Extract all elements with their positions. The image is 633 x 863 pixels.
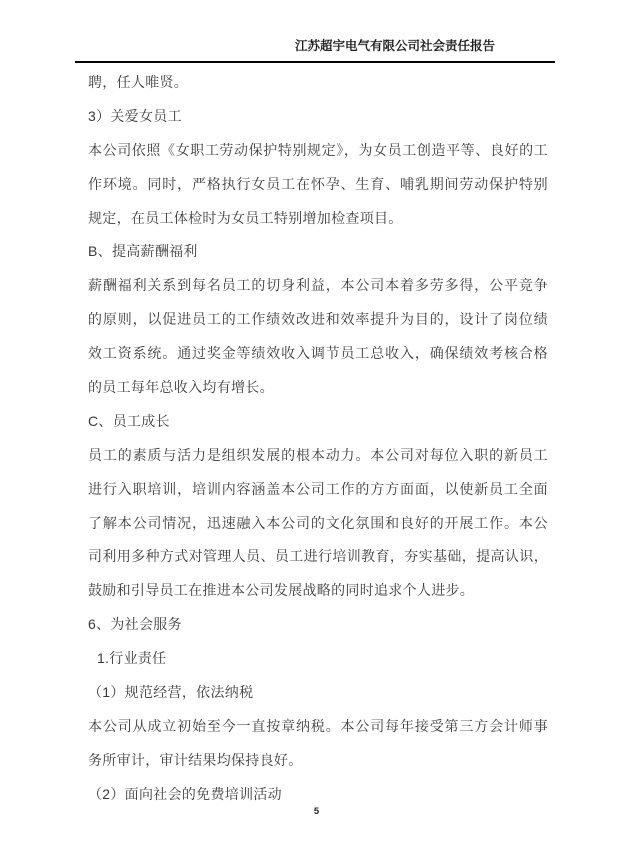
paragraph-line: 的原则，以促进员工的工作绩效改进和效率提升为目的，设计了岗位绩 — [88, 311, 548, 328]
paragraph-line: 本公司依照《女职工劳动保护特别规定》，为女员工创造平等、良好的工 — [88, 141, 548, 158]
subheading-free-public-training: （2）面向社会的免费培训活动 — [88, 785, 282, 802]
document-body — [88, 66, 548, 812]
paragraph-line: 效工资系统。通过奖金等绩效收入调节员工总收入，确保绩效考核合格 — [88, 345, 548, 362]
subheading-industry-responsibility: 1.行业责任 — [97, 650, 167, 667]
paragraph-line: 进行入职培训，培训内容涵盖本公司工作的方方面面，以使新员工全面 — [88, 480, 548, 497]
paragraph-line: 薪酬福利关系到每名员工的切身利益，本公司本着多劳多得，公平竞争 — [88, 277, 548, 294]
paragraph-line: 务所审计，审计结果均保持良好。 — [88, 751, 303, 768]
paragraph-line: 作环境。同时，严格执行女员工在怀孕、生育、哺乳期间劳动保护特别 — [88, 175, 548, 192]
paragraph-line: 司利用多种方式对管理人员、员工进行培训教育，夯实基础，提高认识， — [88, 548, 548, 565]
header-rule — [75, 61, 555, 63]
paragraph-line: 鼓励和引导员工在推进本公司发展战略的同时追求个人进步。 — [88, 582, 475, 599]
subheading-improve-compensation-benefits: B、提高薪酬福利 — [88, 243, 198, 260]
paragraph-line: 本公司从成立初始至今一直按章纳税。本公司每年接受第三方会计师事 — [88, 717, 548, 734]
page-header-title: 江苏超宇电气有限公司社会责任报告 — [294, 39, 495, 53]
section-heading-serve-society: 6、为社会服务 — [88, 616, 182, 633]
paragraph-line: 聘，任人唯贤。 — [88, 74, 189, 90]
paragraph-line: 员工的素质与活力是组织发展的根本动力。本公司对每位入职的新员工 — [88, 446, 548, 463]
subheading-compliant-operation-tax: （1）规范经营，依法纳税 — [88, 684, 254, 701]
subheading-care-for-female-employees: 3）关爱女员工 — [88, 107, 182, 124]
paragraph-line: 的员工每年总收入均有增长。 — [88, 379, 274, 396]
paragraph-line: 规定，在员工体检时为女员工特别增加检查项目。 — [88, 209, 403, 226]
subheading-employee-growth: C、员工成长 — [88, 412, 170, 429]
page-number: 5 — [313, 806, 320, 817]
paragraph-line: 了解本公司情况，迅速融入本公司的文化氛围和良好的开展工作。本公 — [88, 514, 548, 531]
